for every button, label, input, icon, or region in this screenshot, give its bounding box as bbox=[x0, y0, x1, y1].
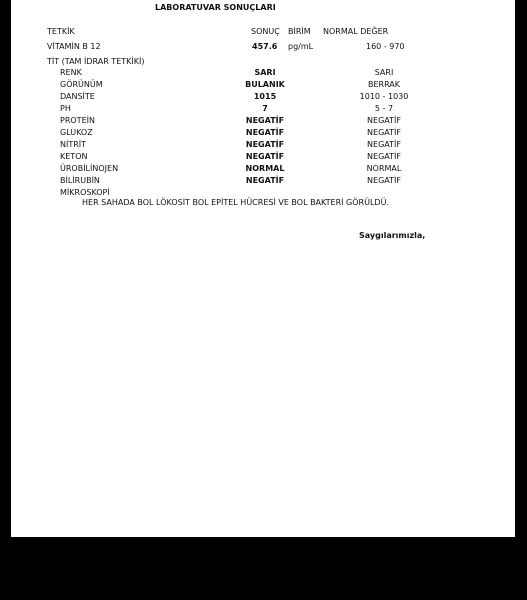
microscopy-label: MİKROSKOPİ bbox=[60, 188, 110, 197]
urinalysis-test-name: PROTEİN bbox=[60, 116, 95, 125]
urinalysis-test-normal: NEGATİF bbox=[367, 152, 401, 161]
urinalysis-test-normal: NORMAL bbox=[366, 164, 402, 173]
urinalysis-test-normal: NEGATİF bbox=[367, 116, 401, 125]
urinalysis-test-result: SARI bbox=[254, 68, 276, 77]
header-normal: NORMAL DEĞER bbox=[323, 27, 389, 36]
urinalysis-test-normal: NEGATİF bbox=[367, 176, 401, 185]
header-unit: BİRİM bbox=[288, 27, 311, 36]
closing-text: Saygılarımızla, bbox=[359, 231, 426, 240]
vitamin-b12-unit: pg/mL bbox=[288, 42, 314, 51]
vitamin-b12-normal: 160 - 970 bbox=[366, 42, 405, 51]
report-title: LABORATUVAR SONUÇLARI bbox=[155, 3, 276, 12]
header-result: SONUÇ bbox=[251, 27, 280, 36]
report-page bbox=[11, 0, 515, 537]
urinalysis-test-name: DANSİTE bbox=[60, 92, 95, 101]
urinalysis-test-result: NEGATİF bbox=[245, 152, 285, 161]
urinalysis-title: TİT (TAM İDRAR TETKİKİ) bbox=[47, 57, 145, 66]
vitamin-b12-result: 457.6 bbox=[252, 42, 278, 51]
urinalysis-test-result: NEGATİF bbox=[245, 128, 285, 137]
microscopy-text: HER SAHADA BOL LÖKOSİT BOL EPİTEL HÜCRESİ VE BOL BAKTERİ GÖRÜLDÜ. bbox=[82, 198, 389, 207]
urinalysis-test-result: NEGATİF bbox=[245, 140, 285, 149]
header-test: TETKİK bbox=[47, 27, 75, 36]
urinalysis-test-normal: NEGATİF bbox=[367, 140, 401, 149]
urinalysis-test-name: KETON bbox=[60, 152, 88, 161]
urinalysis-test-name: GÖRÜNÜM bbox=[60, 80, 103, 89]
urinalysis-test-result: NEGATİF bbox=[245, 116, 285, 125]
urinalysis-test-normal: NEGATİF bbox=[367, 128, 401, 137]
urinalysis-test-name: RENK bbox=[60, 68, 82, 77]
urinalysis-test-result: 7 bbox=[262, 104, 268, 113]
urinalysis-test-normal: 5 - 7 bbox=[374, 104, 394, 113]
urinalysis-test-normal: 1010 - 1030 bbox=[359, 92, 409, 101]
vitamin-b12-name: VİTAMİN B 12 bbox=[47, 42, 101, 51]
urinalysis-test-name: BİLİRUBİN bbox=[60, 176, 100, 185]
urinalysis-test-normal: SARI bbox=[374, 68, 394, 77]
urinalysis-test-normal: BERRAK bbox=[367, 80, 401, 89]
urinalysis-test-result: NEGATİF bbox=[245, 176, 285, 185]
urinalysis-test-result: NORMAL bbox=[245, 164, 285, 173]
urinalysis-test-name: GLUKOZ bbox=[60, 128, 93, 137]
urinalysis-test-result: 1015 bbox=[253, 92, 277, 101]
urinalysis-test-result: BULANIK bbox=[245, 80, 285, 89]
urinalysis-test-name: NİTRİT bbox=[60, 140, 87, 149]
urinalysis-test-name: PH bbox=[60, 104, 71, 113]
urinalysis-test-name: ÜROBİLİNOJEN bbox=[60, 164, 119, 173]
